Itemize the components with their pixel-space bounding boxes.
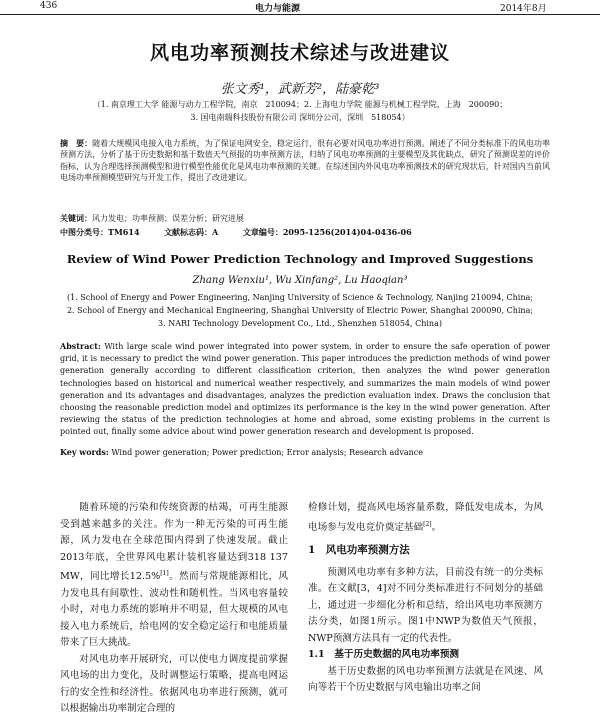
affiliation-cn-2: 3. 国电南瑞科技股份有限公司 深圳分公司，深圳 518054） <box>190 113 410 122</box>
body-left-column <box>60 500 288 718</box>
affiliation-en-3: 3. NARI Technology Development Co., Ltd., Shenzhen 518054, China) <box>158 319 442 328</box>
citation: [1] <box>160 570 169 577</box>
keywords-en-label: Key words: <box>60 447 109 457</box>
body-text: 。 <box>431 521 442 533</box>
keywords-cn <box>60 213 550 224</box>
issue-date: 2014年8月 <box>500 4 547 14</box>
body-paragraph <box>60 500 288 652</box>
title-en: Review of Wind Power Prediction Technology and Improved Suggestions <box>66 252 534 266</box>
section-heading: 1 风电功率预测方法 <box>308 544 410 557</box>
body-paragraph: 基于历史数据的风电功率预测方法就是在风速、风向等若干个历史数据与风电输出功率之间 <box>308 665 543 694</box>
abstract-cn <box>60 138 550 183</box>
title-cn: 风电功率预测技术综述与改进建议 <box>149 42 450 64</box>
abstract-cn-label: 摘 要： <box>60 138 93 148</box>
authors-en: Zhang Wenxiu¹, Wu Xinfang², Lu Haoqian³ <box>192 275 408 286</box>
body-text: 检修计划，提高风电场容量系数，降低发电成本，为风电场参与发电竞价奠定基础 <box>308 502 543 533</box>
clc-number: 中图分类号：TM614 <box>60 227 140 237</box>
affiliation-cn-1: （1. 南京理工大学 能源与动力工程学院，南京 210094；2. 上海电力学院 能源与机械工程学院，上海 200090； <box>92 100 508 109</box>
article-number: 文章编号：2095-1256(2014)04-0436-06 <box>242 227 412 237</box>
body-right-column <box>308 500 543 697</box>
body-paragraph <box>308 500 543 536</box>
affiliation-en-2: 2. School of Energy and Mechanical Engineering, Shanghai University of Electric Power, Shanghai 200090, China; <box>66 306 534 315</box>
body-text: 。然而与常规能源相比，风力发电具有间歇性、波动性和随机性。当风电容量较小时，对电力系统的影响并不明显，但大规模的风电接入电力系统后，给电网的安全稳定运行和电能质量带来了巨大挑战。 <box>60 571 288 649</box>
running-header <box>0 0 600 15</box>
abstract-en-label: Abstract: <box>60 341 101 351</box>
keywords-cn-label: 关键词： <box>60 213 92 223</box>
body-paragraph: 预测风电功率有多种方法，目前没有统一的分类标准。在文献[3，4]对不同分类标准进行不同划分的基础上，通过进一步细化分析和总结，给出风电功率预测方法分类，如图1所示。图1中NWP为数值天气预报，NWP预测方法具有一定的代表性。 <box>308 566 543 644</box>
journal-name: 电力与能源 <box>255 4 301 14</box>
abstract-en-text: With large scale wind power integrated into power system, in order to ensure the safe operation of power grid, it is necessary to predict the wind power generation. This paper introduces the prediction methods of wind power generation generally according to different classification criterion, then analyzes the wind power generation technologies based on historical and numerical weather respectively, and summarizes the main models of wind power generation and its advantages and disadvantages, analyzes the prediction evaluation index. Draws the conclusion that choosing the reasonable prediction model and optimizes its performance is the key in the wind power generation. After reviewing the status of the prediction technologies at home and abroad, some existing problems in the current is pointed out, finally some advice about wind power generation research and development is proposed. <box>60 342 550 437</box>
page-number: 436 <box>40 1 58 11</box>
keywords-en-text: Wind power generation; Power prediction; Error analysis; Research advance <box>111 448 424 457</box>
subsection-heading: 1.1 基于历史数据的风电功率预测 <box>308 649 460 661</box>
meta-cn <box>60 227 550 238</box>
body-text: 随着环境的污染和传统资源的枯竭，可再生能源受到越来越多的关注。作为一种无污染的可再生能源，风力发电在全球范围内得到了快速发展。截止2013年底，全世界风电累计装机容量达到318 137 MW，同比增长12.5% <box>60 502 288 583</box>
abstract-cn-text: 随着大规模风电接入电力系统，为了保证电网安全、稳定运行，很有必要对风电功率进行预测。阐述了不同分类标准下的风电功率预测方法，分析了基于历史数据和基于数值天气预报的功率预测方法，归纳了风电功率预测的主要模型及其优缺点，研究了预测误差的评价指标，认为合理选择预测模型和进行模型性能优化是风电功率预测的关键。在综述国内外风电功率预测技术的研究现状后，针对国内当前风电场功率预测模型研究与开发工作，提出了改进建议。 <box>60 139 551 182</box>
citation: [2] <box>423 520 432 528</box>
affiliation-en-1: (1. School of Energy and Power Engineering, Nanjing University of Science & Technology, Nanjing 210094, China; <box>67 293 533 302</box>
document-code: 文献标志码：A <box>164 227 219 237</box>
authors-cn: 张文秀¹，武新芳²，陆豪乾³ <box>220 82 380 97</box>
keywords-en <box>60 446 550 459</box>
keywords-cn-text: 风力发电；功率预测；误差分析；研究进展 <box>92 214 244 223</box>
abstract-en <box>60 340 550 439</box>
body-paragraph: 对风电功率开展研究，可以使电力调度提前掌握风电场的出力变化，及时调整运行策略，提高电网运行的安全性和经济性。依据风电功率进行预测，就可以根据输出功率制定合理的 <box>60 653 288 715</box>
